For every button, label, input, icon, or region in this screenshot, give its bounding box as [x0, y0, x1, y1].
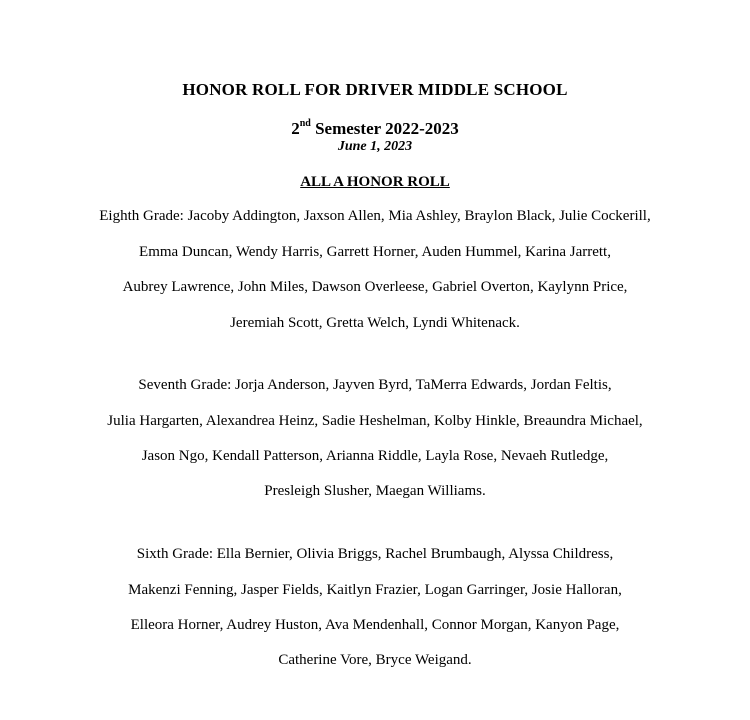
section-heading: ALL A HONOR ROLL: [300, 174, 450, 190]
document-title: HONOR ROLL FOR DRIVER MIDDLE SCHOOL: [182, 80, 568, 99]
eighth-grade-line-2: Emma Duncan, Wendy Harris, Garrett Horner, Auden Hummel, Karina Jarrett,: [139, 244, 611, 260]
eighth-grade-line-3: Aubrey Lawrence, John Miles, Dawson Overleese, Gabriel Overton, Kaylynn Price,: [122, 279, 628, 295]
sixth-grade-line-2: Makenzi Fenning, Jasper Fields, Kaitlyn Frazier, Logan Garringer, Josie Halloran,: [128, 582, 622, 598]
document-date: June 1, 2023: [337, 139, 413, 154]
sixth-grade-line-3: Elleora Horner, Audrey Huston, Ava Mendenhall, Connor Morgan, Kanyon Page,: [130, 617, 620, 633]
sixth-grade-line-1: Sixth Grade: Ella Bernier, Olivia Briggs, Rachel Brumbaugh, Alyssa Childress,: [136, 546, 614, 562]
seventh-grade-line-4: Presleigh Slusher, Maegan Williams.: [264, 483, 486, 499]
seventh-grade-line-1: Seventh Grade: Jorja Anderson, Jayven Byrd, TaMerra Edwards, Jordan Feltis,: [138, 377, 612, 393]
semester-text: Semester 2022-2023: [310, 119, 459, 138]
semester-heading: [0, 119, 750, 139]
seventh-grade-line-3: Jason Ngo, Kendall Patterson, Arianna Riddle, Layla Rose, Nevaeh Rutledge,: [141, 448, 609, 464]
semester-number: 2: [291, 119, 300, 138]
eighth-grade-line-4: Jeremiah Scott, Gretta Welch, Lyndi Whitenack.: [230, 315, 520, 331]
seventh-grade-line-2: Julia Hargarten, Alexandrea Heinz, Sadie Heshelman, Kolby Hinkle, Breaundra Michael,: [107, 413, 643, 429]
semester-suffix: nd: [299, 118, 311, 130]
eighth-grade-line-1: Eighth Grade: Jacoby Addington, Jaxson Allen, Mia Ashley, Braylon Black, Julie Cockerill,: [99, 208, 651, 224]
sixth-grade-line-4: Catherine Vore, Bryce Weigand.: [278, 652, 472, 668]
